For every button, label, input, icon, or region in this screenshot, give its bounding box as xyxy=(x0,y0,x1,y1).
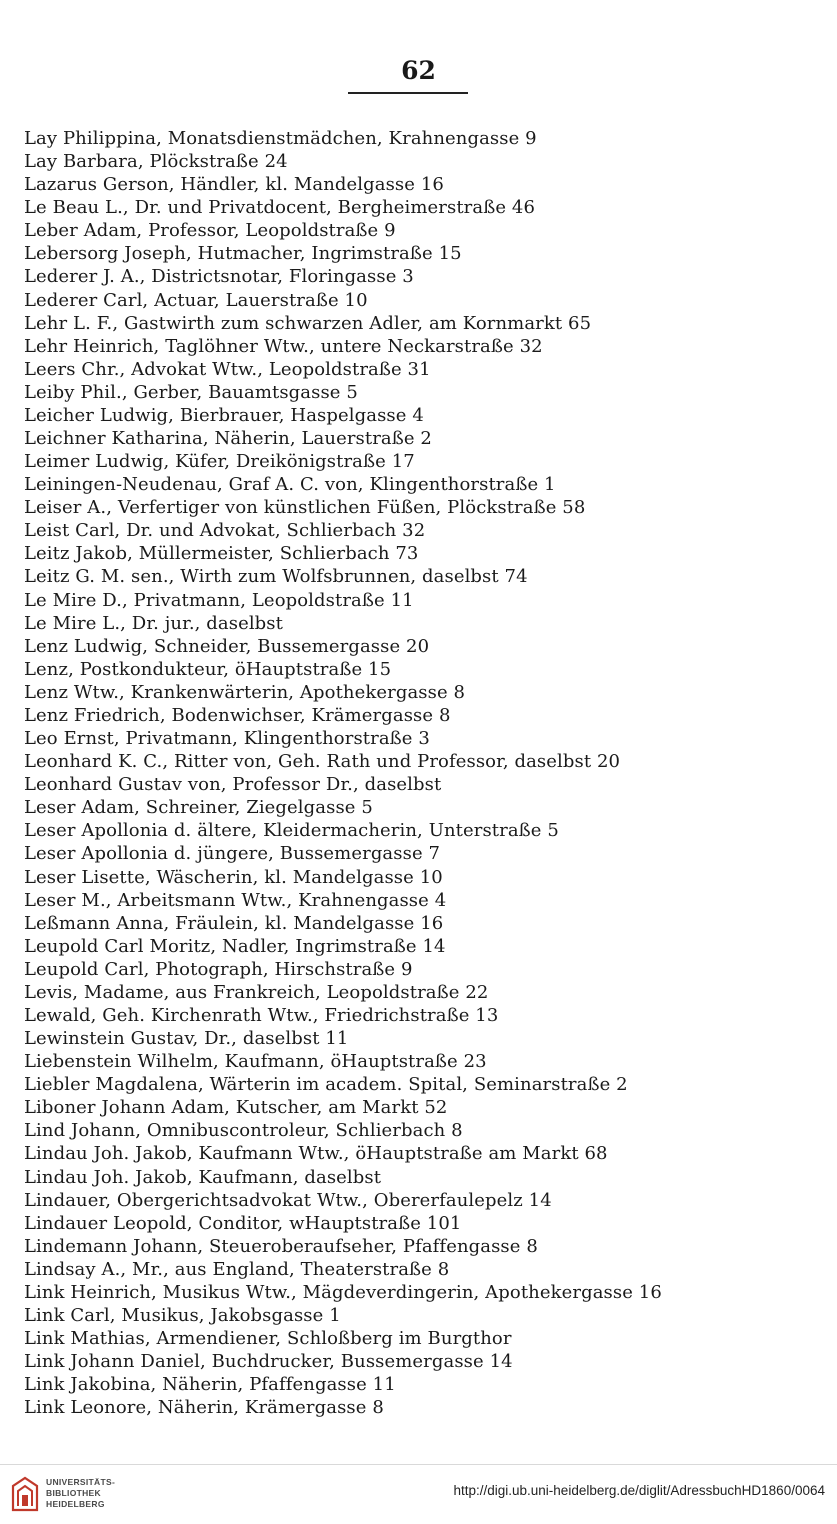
directory-entry: Lind Johann, Omnibuscontroleur, Schlierbach 8 xyxy=(24,1120,463,1142)
directory-entry: Leiser A., Verfertiger von künstlichen Füßen, Plöckstraße 58 xyxy=(24,497,586,519)
source-url-link[interactable]: http://digi.ub.uni-heidelberg.de/diglit/AdressbuchHD1860/0064 xyxy=(453,1483,825,1498)
directory-entry: Leitz G. M. sen., Wirth zum Wolfsbrunnen, daselbst 74 xyxy=(24,566,528,588)
directory-entry: Le Mire L., Dr. jur., daselbst xyxy=(24,612,283,634)
directory-entry: Lenz, Postkondukteur, öHauptstraße 15 xyxy=(24,658,392,680)
library-seal-icon xyxy=(10,1476,40,1512)
directory-entry: Leitz Jakob, Müllermeister, Schlierbach 73 xyxy=(24,543,419,565)
directory-entry: Leist Carl, Dr. und Advokat, Schlierbach 32 xyxy=(24,520,426,542)
directory-entry: Lederer Carl, Actuar, Lauerstraße 10 xyxy=(24,289,368,311)
header-rule xyxy=(348,92,468,94)
directory-entry: Lindauer, Obergerichtsadvokat Wtw., Obererfaulepelz 14 xyxy=(24,1189,552,1211)
directory-entry: Lazarus Gerson, Händler, kl. Mandelgasse 16 xyxy=(24,174,444,196)
directory-entry: Liebenstein Wilhelm, Kaufmann, öHauptstraße 23 xyxy=(24,1051,487,1073)
directory-entry: Lay Philippina, Monatsdienstmädchen, Krahnengasse 9 xyxy=(24,128,537,149)
directory-list xyxy=(24,127,814,1419)
footer-divider xyxy=(0,1464,837,1465)
directory-entry: Lehr L. F., Gastwirth zum schwarzen Adler, am Kornmarkt 65 xyxy=(24,312,592,334)
directory-entry: Link Carl, Musikus, Jakobsgasse 1 xyxy=(24,1304,341,1326)
directory-entry: Leupold Carl Moritz, Nadler, Ingrimstraße 14 xyxy=(24,935,446,957)
directory-entry: Leonhard K. C., Ritter von, Geh. Rath und Professor, daselbst 20 xyxy=(24,751,621,773)
directory-entry: Leser Apollonia d. jüngere, Bussemergasse 7 xyxy=(24,843,441,865)
directory-entry: Leupold Carl, Photograph, Hirschstraße 9 xyxy=(24,958,413,980)
directory-entry: Liebler Magdalena, Wärterin im academ. Spital, Seminarstraße 2 xyxy=(24,1074,628,1096)
directory-entry: Link Mathias, Armendiener, Schloßberg im Burgthor xyxy=(24,1328,512,1350)
directory-entry: Leonhard Gustav von, Professor Dr., daselbst xyxy=(24,774,442,796)
directory-entry: Link Johann Daniel, Buchdrucker, Bussemergasse 14 xyxy=(24,1351,513,1373)
directory-entry: Lindau Joh. Jakob, Kaufmann Wtw., öHauptstraße am Markt 68 xyxy=(24,1143,608,1165)
directory-entry: Leo Ernst, Privatmann, Klingenthorstraße 3 xyxy=(24,728,430,750)
directory-entry: Leimer Ludwig, Küfer, Dreikönigstraße 17 xyxy=(24,451,415,473)
directory-entry: Lindsay A., Mr., aus England, Theaterstraße 8 xyxy=(24,1258,450,1280)
directory-entry: Link Jakobina, Näherin, Pfaffengasse 11 xyxy=(24,1374,396,1396)
library-name-line: BIBLIOTHEK xyxy=(46,1488,101,1498)
library-logo[interactable] xyxy=(10,1474,180,1514)
directory-entry: Leser Lisette, Wäscherin, kl. Mandelgasse 10 xyxy=(24,866,443,888)
directory-entry: Leser M., Arbeitsmann Wtw., Krahnengasse 4 xyxy=(24,889,447,911)
directory-entry: Leßmann Anna, Fräulein, kl. Mandelgasse 16 xyxy=(24,912,444,934)
directory-entry: Leiby Phil., Gerber, Bauamtsgasse 5 xyxy=(24,381,358,403)
directory-entry: Leber Adam, Professor, Leopoldstraße 9 xyxy=(24,220,396,242)
library-name-line: UNIVERSITÄTS- xyxy=(46,1477,116,1487)
directory-entry: Lindemann Johann, Steueroberaufseher, Pfaffengasse 8 xyxy=(24,1235,538,1257)
directory-entry: Lenz Wtw., Krankenwärterin, Apothekergasse 8 xyxy=(24,681,466,703)
directory-entry: Lewald, Geh. Kirchenrath Wtw., Friedrichstraße 13 xyxy=(24,1004,499,1026)
directory-entry: Leicher Ludwig, Bierbrauer, Haspelgasse 4 xyxy=(24,404,424,426)
directory-entry: Leser Adam, Schreiner, Ziegelgasse 5 xyxy=(24,797,373,819)
library-name-line: HEIDELBERG xyxy=(46,1499,105,1509)
directory-entry: Link Heinrich, Musikus Wtw., Mägdeverdingerin, Apothekergasse 16 xyxy=(24,1281,662,1303)
directory-entry: Lindauer Leopold, Conditor, wHauptstraße 101 xyxy=(24,1212,462,1234)
directory-entry: Lay Barbara, Plöckstraße 24 xyxy=(24,151,288,173)
page-number: 62 xyxy=(401,56,436,85)
directory-entry: Levis, Madame, aus Frankreich, Leopoldstraße 22 xyxy=(24,981,489,1003)
directory-entry: Le Beau L., Dr. und Privatdocent, Bergheimerstraße 46 xyxy=(24,197,536,219)
directory-entry: Liboner Johann Adam, Kutscher, am Markt 52 xyxy=(24,1097,448,1119)
directory-entry: Lenz Friedrich, Bodenwichser, Krämergasse 8 xyxy=(24,704,451,726)
directory-entry: Lehr Heinrich, Taglöhner Wtw., untere Neckarstraße 32 xyxy=(24,335,543,357)
directory-entry: Lederer J. A., Districtsnotar, Floringasse 3 xyxy=(24,266,414,288)
directory-entry: Leser Apollonia d. ältere, Kleidermacherin, Unterstraße 5 xyxy=(24,820,559,842)
directory-entry: Leiningen-Neudenau, Graf A. C. von, Klingenthorstraße 1 xyxy=(24,474,556,496)
directory-entry: Lindau Joh. Jakob, Kaufmann, daselbst xyxy=(24,1166,382,1188)
directory-entry: Leers Chr., Advokat Wtw., Leopoldstraße 31 xyxy=(24,358,431,380)
directory-entry: Lebersorg Joseph, Hutmacher, Ingrimstraße 15 xyxy=(24,243,462,265)
directory-entry: Leichner Katharina, Näherin, Lauerstraße 2 xyxy=(24,428,432,450)
directory-entry: Lewinstein Gustav, Dr., daselbst 11 xyxy=(24,1028,349,1050)
library-name xyxy=(46,1477,176,1510)
directory-entry: Link Leonore, Näherin, Krämergasse 8 xyxy=(24,1397,384,1419)
directory-entry: Lenz Ludwig, Schneider, Bussemergasse 20 xyxy=(24,635,430,657)
directory-entry: Le Mire D., Privatmann, Leopoldstraße 11 xyxy=(24,589,414,611)
